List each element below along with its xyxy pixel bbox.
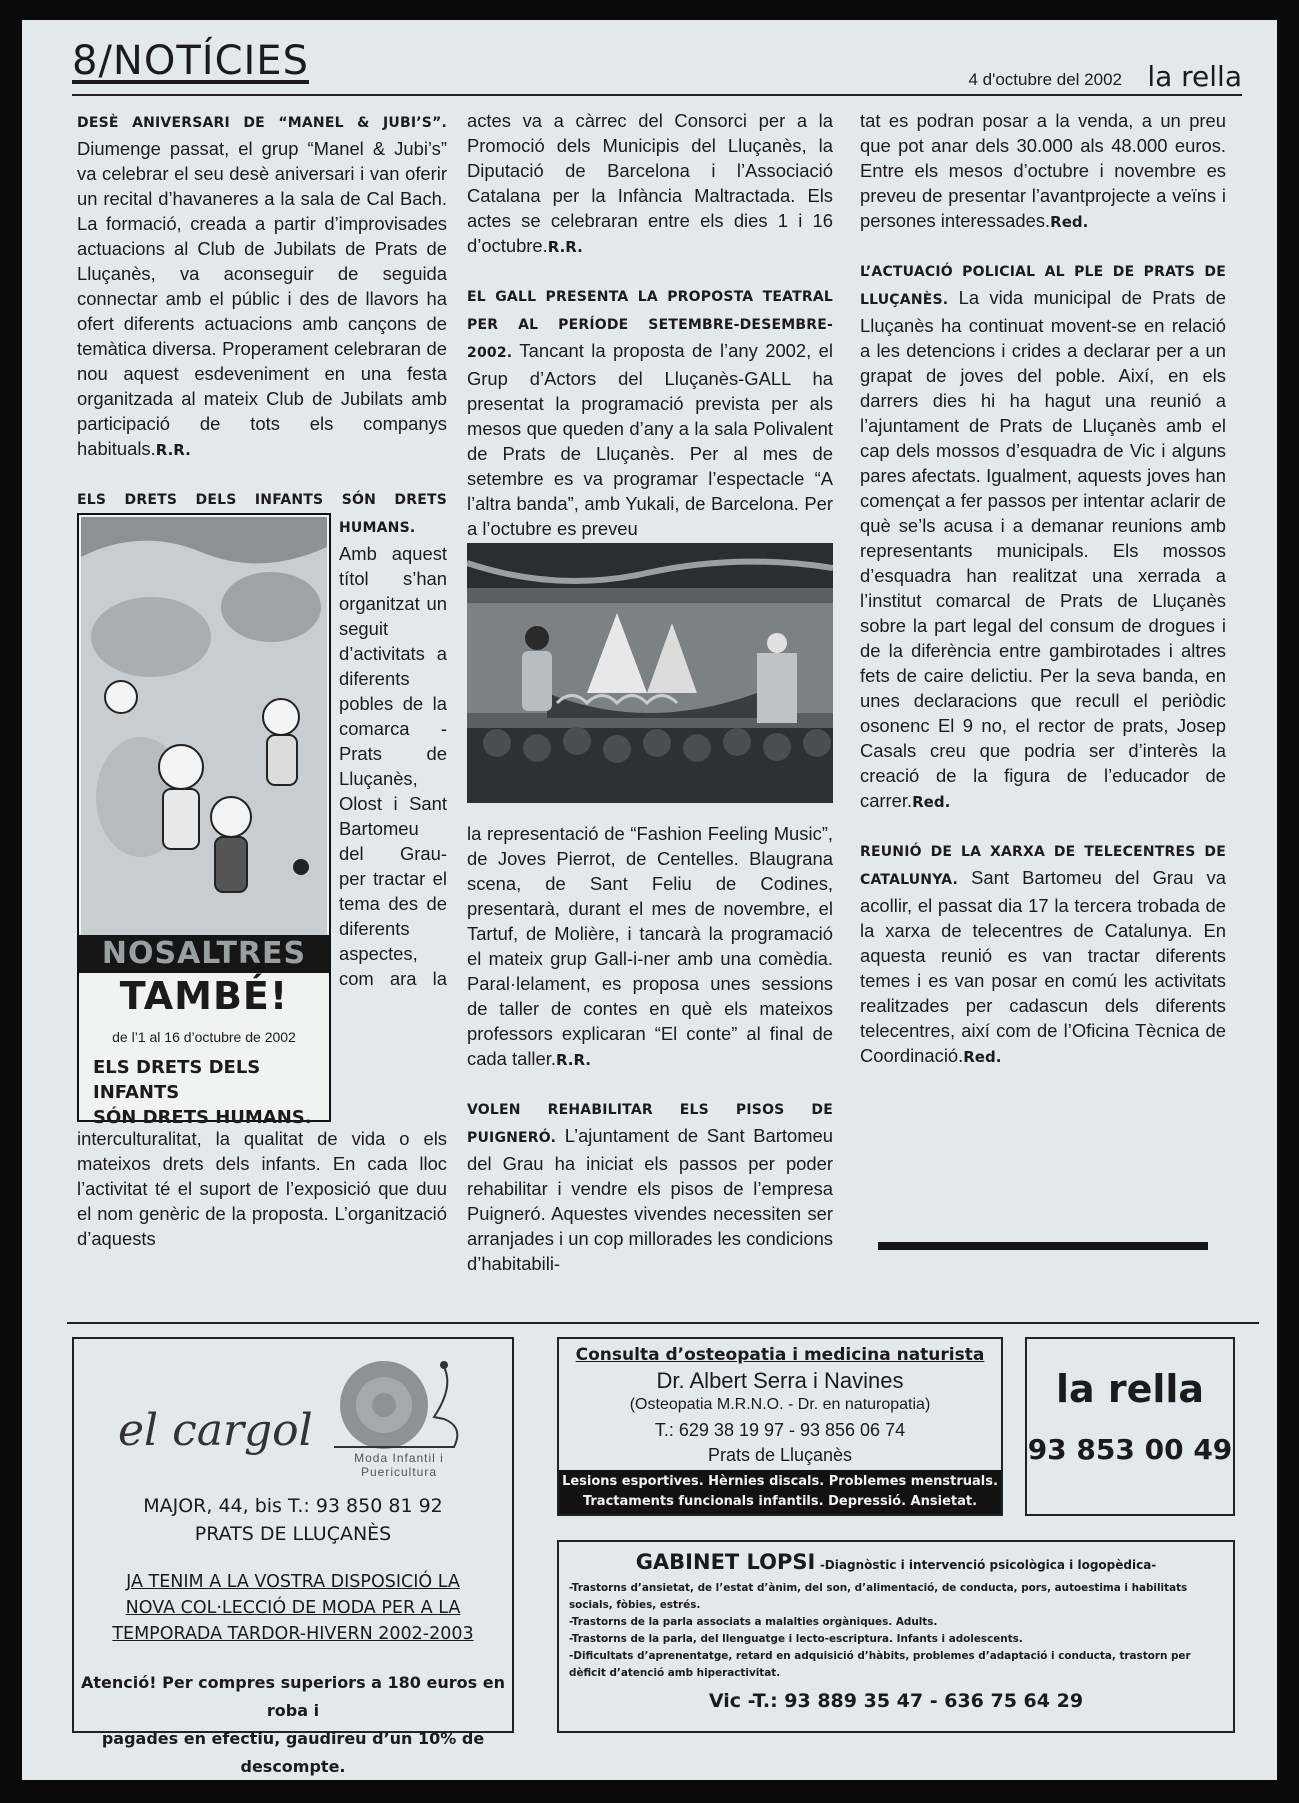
theater-photo (467, 543, 833, 803)
article-manel-jubis (77, 108, 447, 463)
lopsi-item: -Dificultats d’aprenentatge, retard en adquisició d’hàbits, problemes d’adaptació i conducta, trastorn per dèficit d’atenció amb hiperactivitat. (569, 1650, 1191, 1679)
rella-phone: 93 853 00 49 (1027, 1433, 1233, 1466)
publication-name: la rella (1147, 60, 1242, 93)
article-body: Amb aquest títol s’han organitzat un seguit d’activitats a diferents pobles de la comarca -Prats de Lluçanès, Olost i Sant Bartomeu del Grau- per tractar el tema des de diferents aspectes, com ara la interculturalitat, la qualitat de vida o els mateixos drets dels infants. En cada lloc l’activitat té el suport de l’exposició que duu el nom genèric de la proposta. L’organització d’aquests (77, 543, 447, 1249)
article-headline: VOLEN REHABILITAR ELS PISOS DE PUIGNERÓ. (467, 1102, 833, 1146)
cargol-promo (74, 1569, 512, 1647)
article-body: actes va a càrrec del Consorci per a la Promoció dels Municipis del Lluçanès, la Diputació de Barcelona i l’Associació Catalana per la Infància Maltractada. Els actes se celebraran entre els dies 1 i 16 d’octubre. (467, 110, 833, 256)
rella-name: la rella (1055, 1367, 1205, 1411)
article-headline: L’ACTUACIÓ POLICIAL AL PLE DE PRATS DE LLUÇANÈS. (860, 264, 1226, 308)
poster-slogan: TAMBÉ! (119, 974, 289, 1018)
section-title: 8/NOTÍCIES (72, 38, 309, 84)
osteo-subtitle: (Osteopatia M.R.N.O. - Dr. en naturopatia) (629, 1396, 931, 1413)
osteo-title: Consulta d’osteopatia i medicina naturista (575, 1345, 985, 1365)
article-headline: ELS DRETS DELS INFANTS SÓN DRETS HUMANS. (77, 492, 447, 536)
article-body: L’ajuntament de Sant Bartomeu del Grau ha iniciat els passos per poder rehabilitar i vendre els pisos de l’empresa Puigneró. Aquestes vivendes necessiten ser arranjades i un cop millorades les condicions d’habitabili- (467, 1125, 833, 1274)
poster-dates: de l’1 al 16 d’octubre de 2002 (112, 1029, 296, 1045)
lopsi-header (559, 1550, 1233, 1574)
article-body: tat es podran posar a la venda, a un preu que pot anar dels 30.000 als 48.000 euros. Entre els mesos d’octubre i novembre es preveu de presentar l’avantprojecte a veïns i persones interessades. (860, 110, 1226, 231)
newspaper-page (22, 20, 1277, 1780)
cargol-promo-line: NOVA COL·LECCIÓ DE MODA PER A LA (125, 1598, 461, 1618)
article-signature: R.R. (547, 238, 583, 256)
cargol-promo-line: TEMPORADA TARDOR-HIVERN 2002-2003 (112, 1624, 474, 1644)
ads-separator (67, 1322, 1259, 1324)
osteo-doctor: Dr. Albert Serra i Navines (656, 1368, 904, 1393)
osteo-town: Prats de Lluçanès (707, 1445, 853, 1465)
column-1 (77, 108, 447, 1251)
lopsi-tagline: -Diagnòstic i intervenció psicològica i logopèdica- (819, 1558, 1157, 1572)
lopsi-item: -Trastorns de la parla, del llenguatge i lecto-escriptura. Infants i adolescents. (569, 1633, 1023, 1645)
cargol-promo-line: JA TENIM A LA VOSTRA DISPOSICIÓ LA (126, 1572, 460, 1592)
cargol-town: PRATS DE LLUÇANÈS (194, 1523, 392, 1545)
ad-el-cargol (72, 1337, 514, 1776)
column-end-rule (878, 1242, 1208, 1250)
cargol-subtitle-line: Moda Infantil i (354, 1451, 444, 1465)
osteo-services-line: Tractaments funcionals infantils. Depressió. Ansietat. (582, 1494, 978, 1509)
column-3 (860, 108, 1226, 1092)
poster-title (93, 1055, 327, 1130)
osteo-services-line: Lesions esportives. Hèrnies discals. Problemes menstruals. (562, 1474, 998, 1489)
cargol-offer-line: Atenció! Per compres superiors a 180 euros en roba i (81, 1673, 505, 1720)
page-header (72, 38, 1242, 96)
cargol-logo-area (74, 1339, 512, 1487)
lopsi-items (559, 1574, 1233, 1682)
article-signature: R.R. (155, 441, 191, 459)
article-signature: Red. (912, 793, 951, 811)
article-body: Sant Bartomeu del Grau va acollir, el passat dia 17 la tercera trobada de la xarxa de telecentres de Catalunya. En aquesta reunió es van tractar diferents temes i es van posar en comú les activitats realitzades per cadascun dels diferents telecentres, així com de l’Oficina Tècnica de Coordinació. (860, 867, 1226, 1066)
article-headline: DESÈ ANIVERSARI DE “MANEL & JUBI’S”. (77, 115, 447, 131)
poster-title-line: ELS DRETS DELS INFANTS (93, 1057, 261, 1103)
lopsi-name: GABINET LOPSI (635, 1550, 816, 1574)
cargol-subtitle (324, 1451, 474, 1479)
cargol-offer (74, 1669, 512, 1780)
cargol-logo: el cargol (118, 1405, 313, 1456)
issue-date: 4 d'octubre del 2002 (968, 70, 1122, 89)
snail-icon (304, 1347, 474, 1457)
article-headline: REUNIÓ DE LA XARXA DE TELECENTRES DE CATALUNYA. (860, 844, 1226, 888)
cargol-offer-line: pagades en efectiu, gaudireu d’un 10% de descompte. (101, 1729, 485, 1776)
lopsi-item: -Trastorns d’ansietat, de l’estat d’ànim, del son, d’alimentació, de conducta, pors, autoestima i habilitats socials, fòbies, estrés. (569, 1582, 1188, 1611)
ad-la-rella (1025, 1337, 1235, 1516)
poster-title-line: SÓN DRETS HUMANS. (93, 1107, 312, 1128)
article-drets-infants (77, 485, 447, 1251)
article-body: La vida municipal de Prats de Lluçanès ha continuat movent-se en relació a les detencions i crides a declarar per a un grapat de joves del poble. Així, en els darrers dies hi ha hagut una reunió a l’ajuntament de Prats de Lluçanès amb el cap dels mossos d’esquadra de Vic i alguns pares afectats. Igualment, aquests joves han començat a fer passos per intentar aclarir de què se’ls acusa i a demanar reunions amb representants municipals. Els mossos d’esquadra han realitzat una xerrada a l’institut comarcal de Prats de Lluçanès sobre la part legal del consum de drogues i de la diferència entre gambirotades i altres fets de caire delictiu. Per la seva banda, en unes declaracions que recull el periòdic osonenc El 9 no, el rector de prats, Josep Casals creu que podria ser d’interès la creació de la figura de l’educador de carrer. (860, 287, 1226, 811)
article-drets-continued (467, 108, 833, 260)
article-headline: EL GALL PRESENTA LA PROPOSTA TEATRAL PER AL PERÍODE SETEMBRE-DESEMBRE-2002. (467, 289, 833, 361)
campaign-poster (77, 513, 331, 1128)
article-actuacio-policial (860, 257, 1226, 815)
poster-headline: NOSALTRES (79, 935, 329, 973)
cargol-address: MAJOR, 44, bis T.: 93 850 81 92 (143, 1495, 443, 1517)
article-signature: Red. (1050, 213, 1089, 231)
column-2 (467, 108, 833, 1298)
article-signature: R.R. (555, 1051, 592, 1069)
ad-osteopatia (557, 1337, 1003, 1516)
article-body: Diumenge passat, el grup “Manel & Jubi’s” va celebrar el seu desè aniversari i van oferir un recital d’havaneres a la sala de Cal Bach. La formació, creada a partir d’improvisades actuacions al Club de Jubilats de Prats de Lluçanès, va aconseguir de seguida connectar amb el públic i des de llavors ha ofert diferents actuacions amb cançons de temàtica diversa. Properament celebraran de nou aquest esdeveniment en una festa organitzada al mateix Club de Jubilats amb participació de tots els companys habituals. (77, 138, 447, 459)
ad-gabinet-lopsi (557, 1540, 1235, 1733)
article-puignero-continued (860, 108, 1226, 235)
osteo-services (559, 1470, 1001, 1514)
article-signature: Red. (963, 1048, 1002, 1066)
article-body: la representació de “Fashion Feeling Music”, de Joves Pierrot, de Centelles. Blaugrana scena, de Sant Feliu de Codines, presentarà, durant el mes de novembre, el Tartuf, de Molière, i tancarà la programació el mateix grup Gall-i-ner amb una comèdia. Paral·lelament, es proposa unes sessions de taller de contes en què els mateixos professors explicaran “El conte” al final de cada taller. (467, 823, 833, 1069)
osteo-phones: T.: 629 38 19 97 - 93 856 06 74 (654, 1420, 906, 1440)
article-telecentres (860, 837, 1226, 1070)
article-body: Tancant la proposta de l’any 2002, el Grup d’Actors del Lluçanès-GALL ha presentat la programació prevista per als mesos que queden d’any a la sala Polivalent de Prats de Lluçanès. Per al mes de setembre es va programar l’espectacle “A l’altra banda”, amb Yukali, de Barcelona. Per a l’octubre es preveu (467, 340, 833, 539)
cargol-subtitle-line: Puericultura (360, 1465, 438, 1479)
article-puignero (467, 1095, 833, 1276)
lopsi-contact: Vic -T.: 93 889 35 47 - 636 75 64 29 (708, 1690, 1084, 1712)
article-gall (467, 282, 833, 1073)
poster-illustration (81, 517, 327, 935)
lopsi-item: -Trastorns de la parla associats a malalties orgàniques. Adults. (569, 1616, 938, 1628)
